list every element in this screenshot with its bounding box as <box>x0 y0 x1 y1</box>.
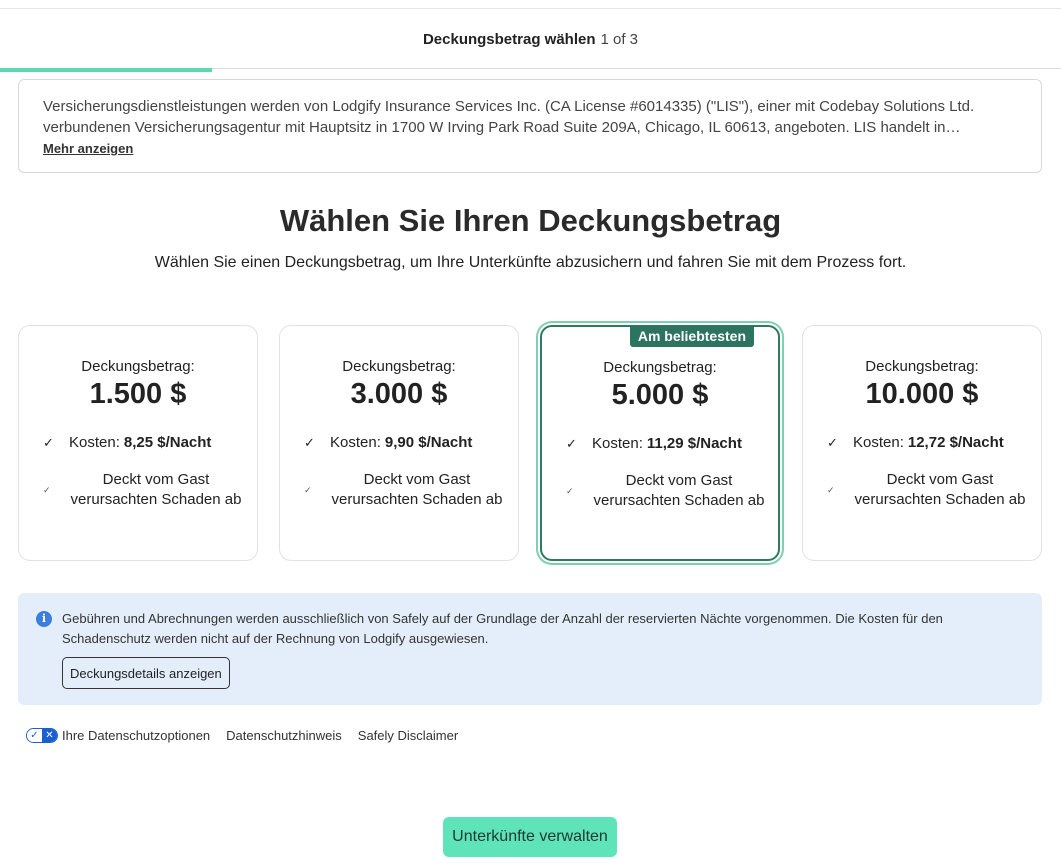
cost-label: Kosten: <box>853 434 904 451</box>
show-more-link[interactable]: Mehr anzeigen <box>43 141 134 156</box>
cost-row <box>566 435 742 452</box>
most-popular-badge: Am beliebtesten <box>630 326 754 347</box>
cost-value: 8,25 $/Nacht <box>123 434 212 451</box>
check-icon: ✓ <box>43 434 54 450</box>
step-header <box>0 9 1061 69</box>
cost-label: Kosten: <box>592 435 643 452</box>
coverage-label: Deckungsbetrag: <box>865 358 979 375</box>
coverage-label: Deckungsbetrag: <box>603 359 717 376</box>
info-icon: i <box>36 611 52 627</box>
check-icon: ✓ <box>827 434 838 450</box>
coverage-card-3000[interactable] <box>279 325 519 561</box>
covers-text: Deckt vom Gast verursachten Schaden ab <box>331 471 503 508</box>
coverage-amount: 5.000 $ <box>611 379 709 411</box>
covers-row <box>304 470 504 510</box>
covers-text: Deckt vom Gast verursachten Schaden ab <box>593 472 765 509</box>
coverage-amount: 10.000 $ <box>865 378 979 410</box>
cost-row <box>304 434 472 451</box>
cost-label: Kosten: <box>330 434 381 451</box>
check-icon: ✓ <box>566 435 577 451</box>
cost-value: 9,90 $/Nacht <box>384 434 473 451</box>
show-coverage-details-button[interactable]: Deckungsdetails anzeigen <box>62 657 230 689</box>
cost-label: Kosten: <box>69 434 120 451</box>
coverage-amount: 1.500 $ <box>89 378 187 410</box>
footer-links <box>26 728 474 743</box>
privacy-notice-link[interactable]: Datenschutzhinweis <box>226 728 342 743</box>
check-icon: ✓ <box>304 434 315 450</box>
billing-info-box <box>18 593 1042 705</box>
disclaimer-text: Versicherungsdienstleistungen werden von Lodgify Insurance Services Inc. (CA License #6014335) ("LIS"), einer mit Codebay Solutions Ltd. verbundenen Versicherungsagentur mit Hauptsitz in 1700 W Irving Park Road Suite 209A, Chicago, IL 60613, angeboten. LIS handelt in… <box>43 98 975 136</box>
coverage-card-1500[interactable] <box>18 325 258 561</box>
cost-value: 12,72 $/Nacht <box>907 434 1004 451</box>
privacy-options-icon: ✓ ✕ <box>26 728 58 743</box>
coverage-card-5000[interactable] <box>540 325 780 561</box>
page-title: Wählen Sie Ihren Deckungsbetrag <box>279 203 782 238</box>
coverage-label: Deckungsbetrag: <box>81 358 195 375</box>
check-icon: ✓ <box>304 484 312 495</box>
manage-properties-button[interactable]: Unterkünfte verwalten <box>443 817 617 857</box>
coverage-card-10000[interactable] <box>802 325 1042 561</box>
page-subtitle: Wählen Sie einen Deckungsbetrag, um Ihre Unterkünfte abzusichern und fahren Sie mit dem Prozess fort. <box>154 254 907 271</box>
cost-row <box>43 434 211 451</box>
coverage-amount: 3.000 $ <box>350 378 448 410</box>
covers-text: Deckt vom Gast verursachten Schaden ab <box>854 471 1026 508</box>
cost-row <box>827 434 1004 451</box>
billing-info-text: Gebühren und Abrechnungen werden ausschließlich von Safely auf der Grundlage der Anzahl der reservierten Nächte vorgenommen. Die Kosten für den Schadenschutz werden nicht auf der Rechnung von Lodgify ausgewiesen. <box>62 611 943 646</box>
step-count: 1 of 3 <box>600 30 639 48</box>
check-icon: ✓ <box>827 484 835 495</box>
cost-value: 11,29 $/Nacht <box>646 435 742 452</box>
privacy-options-link[interactable]: Ihre Datenschutzoptionen <box>62 728 211 743</box>
covers-row <box>43 470 243 510</box>
insurance-disclaimer <box>18 79 1042 173</box>
progress-bar <box>0 68 212 72</box>
covers-text: Deckt vom Gast verursachten Schaden ab <box>70 471 242 508</box>
step-title: Deckungsbetrag wählen <box>422 30 596 48</box>
covers-row <box>566 471 766 511</box>
check-icon: ✓ <box>43 484 51 495</box>
covers-row <box>827 470 1027 510</box>
check-icon: ✓ <box>566 485 574 496</box>
coverage-label: Deckungsbetrag: <box>342 358 456 375</box>
safely-disclaimer-link[interactable]: Safely Disclaimer <box>357 728 459 743</box>
